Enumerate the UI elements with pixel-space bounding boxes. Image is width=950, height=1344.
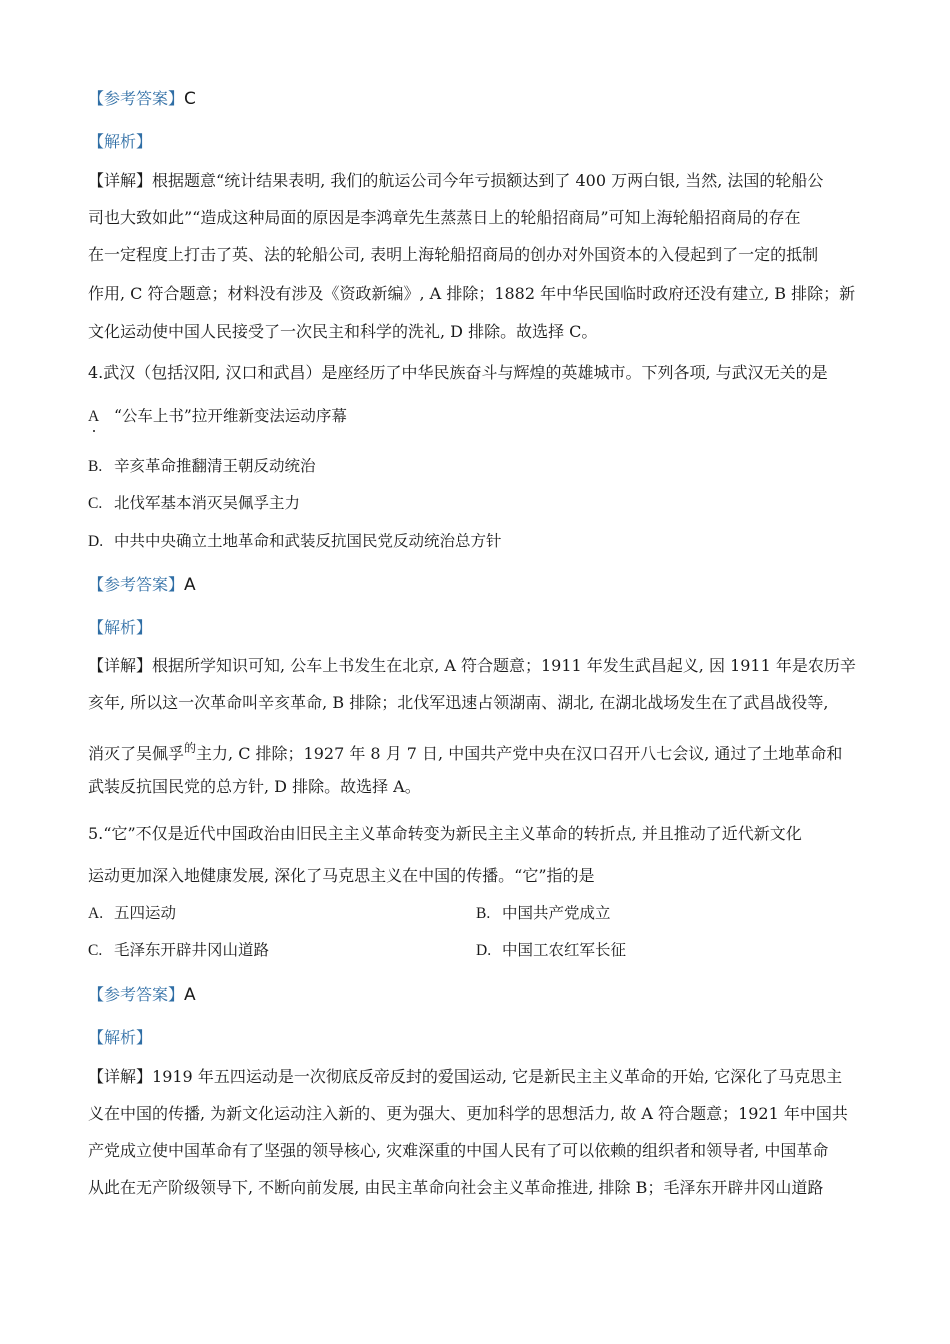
option-key: C.: [88, 495, 103, 512]
option-d: [476, 939, 626, 962]
detail-line: 武装反抗国民党的总方针, D 排除。故选择 A。: [88, 777, 421, 796]
detail-line: [88, 1066, 868, 1088]
option-text: 中国工农红军长征: [502, 941, 627, 959]
detail-text: 根据题意“统计结果表明, 我们的航运公司今年亏损额达到了 400 万两白银, 当然, 法国的轮船公: [152, 171, 824, 190]
option-c: [88, 492, 868, 515]
option-text: 中国共产党成立: [502, 904, 611, 922]
detail-superscript: 的: [184, 741, 197, 755]
option-key: A.: [88, 905, 104, 922]
answer-tag: 【参考答案】: [88, 575, 185, 594]
detail-tag: 【详解】: [88, 171, 153, 190]
analysis-tag: 【解析】: [88, 132, 153, 151]
detail-line: [88, 737, 868, 765]
option-text: 毛泽东开辟井冈山道路: [114, 941, 270, 959]
detail-line: 产党成立使中国革命有了坚强的领导核心, 灾难深重的中国人民有了可以依赖的组织者和领导者, 中国革命: [88, 1141, 829, 1160]
option-key: D.: [88, 533, 104, 550]
detail-text: 主力, C 排除；1927 年 8 月 7 日, 中国共产党中央在汉口召开八七会议, 通过了土地革命和: [196, 744, 843, 763]
detail-line: 义在中国的传播, 为新文化运动注入新的、更为强大、更加科学的思想活力, 故 A 符合题意；1921 年中国共: [88, 1104, 848, 1123]
answer-value: A: [184, 575, 196, 595]
answer-tag: 【参考答案】: [88, 985, 185, 1004]
option-row: [88, 902, 868, 925]
detail-line: 司也大致如此”“造成这种局面的原因是李鸿章先生蒸蒸日上的轮船招商局”可知上海轮船招商局的存在: [88, 208, 801, 227]
option-key: B.: [476, 905, 491, 922]
answer-value: C: [184, 89, 196, 109]
detail-line: 从此在无产阶级领导下, 不断向前发展, 由民主革命向社会主义革命推进, 排除 B；毛泽东开辟井冈山道路: [88, 1178, 824, 1197]
answer-line: [88, 88, 868, 110]
option-key: B.: [88, 458, 103, 475]
option-text: 辛亥革命推翻清王朝反动统治: [114, 457, 316, 475]
detail-line: 在一定程度上打击了英、法的轮船公司, 表明上海轮船招商局的创办对外国资本的入侵起到了一定的抵制: [88, 245, 819, 264]
detail-line: 作用, C 符合题意；材料没有涉及《资政新编》, A 排除；1882 年中华民国临时政府还没有建立, B 排除；新: [88, 284, 856, 303]
detail-line: [88, 655, 868, 677]
answer-line: [88, 984, 868, 1006]
option-text: “公车上书”拉开维新变法运动序幕: [114, 407, 347, 425]
detail-text: 消灭了吴佩孚: [88, 744, 185, 763]
option-a: [88, 405, 868, 428]
option-b: [88, 455, 868, 478]
option-b: [476, 902, 611, 925]
option-text: 中共中央确立土地革命和武装反抗国民党反动统治总方针: [114, 532, 502, 550]
option-text: 五四运动: [114, 904, 177, 922]
option-key: D.: [476, 942, 492, 959]
answer-value: A: [184, 985, 196, 1005]
option-key: C.: [88, 942, 103, 959]
analysis-tag: 【解析】: [88, 1028, 153, 1047]
detail-line: 亥年, 所以这一次革命叫辛亥革命, B 排除；北伐军迅速占领湖南、湖北, 在湖北战场发生在了武昌战役等,: [88, 693, 829, 712]
option-c: [88, 941, 269, 959]
stray-dot: [93, 430, 95, 432]
question-stem: 4.武汉（包括汉阳, 汉口和武昌）是座经历了中华民族奋斗与辉煌的英雄城市。下列各项, 与武汉无关的是: [88, 363, 828, 382]
detail-line: [88, 170, 868, 192]
option-text: 北伐军基本消灭吴佩孚主力: [114, 494, 301, 512]
option-key: A: [88, 408, 100, 425]
option-a: [88, 904, 176, 922]
answer-line: [88, 574, 868, 596]
question-stem: 5.“它”不仅是近代中国政治由旧民主主义革命转变为新民主主义革命的转折点, 并且推动了近代新文化: [88, 824, 802, 843]
detail-tag: 【详解】: [88, 1067, 153, 1086]
analysis-tag: 【解析】: [88, 618, 153, 637]
detail-line: 文化运动使中国人民接受了一次民主和科学的洗礼, D 排除。故选择 C。: [88, 322, 598, 341]
question-stem: 运动更加深入地健康发展, 深化了马克思主义在中国的传播。“它”指的是: [88, 866, 595, 885]
detail-tag: 【详解】: [88, 656, 153, 675]
option-d: [88, 530, 868, 553]
detail-text: 根据所学知识可知, 公车上书发生在北京, A 符合题意；1911 年发生武昌起义, 因 1911 年是农历辛: [152, 656, 856, 675]
option-row: [88, 939, 868, 962]
detail-text: 1919 年五四运动是一次彻底反帝反封的爱国运动, 它是新民主主义革命的开始, 它深化了马克思主: [152, 1067, 843, 1086]
answer-tag: 【参考答案】: [88, 89, 185, 108]
